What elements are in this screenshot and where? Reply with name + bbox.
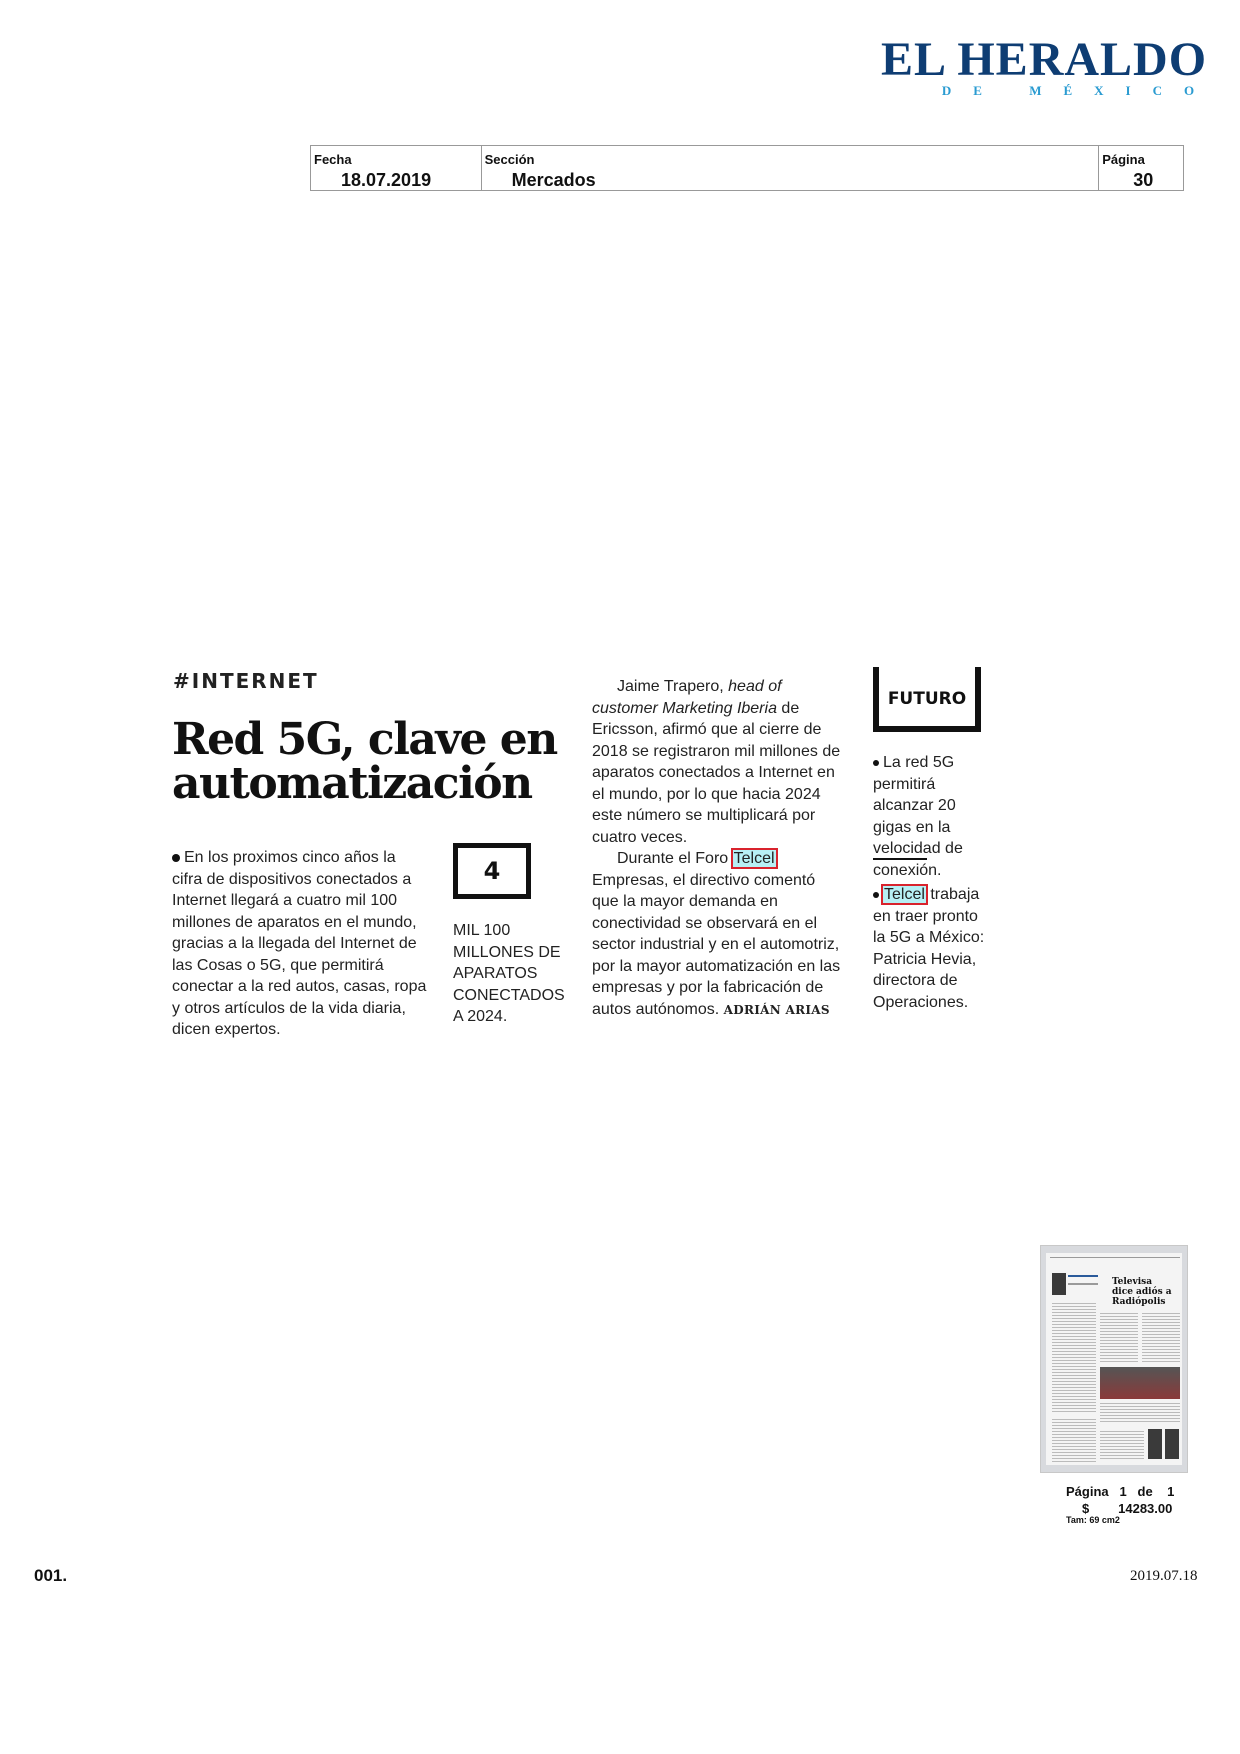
seccion-label: Sección — [484, 152, 535, 167]
fecha-label: Fecha — [314, 152, 352, 167]
metadata-table — [310, 145, 1184, 191]
sidebar-divider — [873, 858, 927, 860]
stat-number: 4 — [483, 857, 501, 885]
masthead-logo — [868, 33, 1220, 98]
masthead-name: EL HERALDO — [880, 33, 1208, 86]
p1-text-a: Jaime Trapero, — [617, 678, 729, 695]
sidebar-item-2 — [873, 884, 993, 1013]
thumbnail-text-column — [1052, 1303, 1096, 1413]
highlight-telcel: Telcel — [733, 850, 775, 867]
sidebar-title: FUTURO — [887, 689, 967, 709]
size-info: Tam: 69 cm2 — [1066, 1515, 1120, 1525]
thumbnail-text-column — [1142, 1313, 1180, 1363]
thumbnail-title: Televisa dice adiós a Radiópolis — [1112, 1277, 1172, 1307]
article-paragraph-1 — [592, 676, 842, 848]
thumbnail-photo — [1165, 1429, 1179, 1459]
thumbnail-photo — [1052, 1273, 1066, 1295]
thumbnail-rule — [1068, 1283, 1098, 1285]
page-count — [1066, 1484, 1174, 1499]
seccion-value: Mercados — [511, 170, 596, 190]
page-thumbnail[interactable] — [1040, 1245, 1188, 1473]
thumbnail-page — [1046, 1253, 1182, 1465]
bullet-icon — [873, 760, 879, 766]
page-count-de: de — [1137, 1484, 1153, 1499]
thumbnail-rule — [1068, 1275, 1098, 1277]
footer-code: 001. — [34, 1566, 68, 1585]
bullet-icon — [873, 892, 879, 898]
thumbnail-text-column — [1100, 1403, 1180, 1423]
stat-caption: MIL 100 MILLONES DE APARATOS CONECTADOS A 2024. — [453, 922, 565, 1025]
fecha-value: 18.07.2019 — [341, 170, 432, 190]
p1-text-b: de Ericsson, afirmó que al cierre de 2018 se registraron mil millones de aparatos conectados a Internet en el mundo, por lo que hacia 2024 este número se multiplicará por cuatro veces. — [592, 699, 841, 846]
highlight-telcel: Telcel — [884, 886, 925, 903]
fecha-cell — [311, 146, 482, 190]
thumbnail-text-column — [1052, 1419, 1096, 1463]
article-lead — [172, 847, 427, 1041]
price — [1082, 1501, 1172, 1516]
thumbnail-photo — [1100, 1367, 1180, 1399]
lead-text: En los proximos cinco años la cifra de dispositivos conectados a Internet llegará a cuatro mil 100 millones de aparatos en el mundo, gracias a la llegada del Internet de las Cosas o 5G, que permitirá conectar a la red autos, casas, ropa y otros artículos de la vida diaria, dicen expertos. — [172, 849, 427, 1038]
thumbnail-text-column — [1100, 1431, 1144, 1461]
seccion-cell — [482, 146, 1100, 190]
sidebar-item-1-text: La red 5G permitirá alcanzar 20 gigas en la velocidad de conexión. — [873, 754, 963, 879]
sidebar-item-1 — [873, 752, 993, 881]
article-body — [592, 676, 842, 1021]
byline: ADRIÁN ARIAS — [723, 1002, 830, 1017]
article-headline: Red 5G, clave en automatización — [172, 714, 557, 809]
sidebar-item-2-text: trabaja en traer pronto la 5G a México: Patricia Hevia, directora de Operaciones. — [873, 886, 985, 1011]
price-amount: 14283.00 — [1118, 1501, 1173, 1516]
page-count-label: Página — [1066, 1484, 1109, 1499]
sidebar-title-box — [873, 667, 981, 732]
p1-italic: head of customer Marketing Iberia — [592, 678, 782, 717]
thumbnail-rule — [1050, 1257, 1180, 1258]
page-count-current: 1 — [1119, 1484, 1127, 1499]
price-currency: $ — [1082, 1501, 1090, 1516]
page-count-total: 1 — [1167, 1484, 1175, 1499]
stat-number-box — [453, 843, 531, 899]
masthead-subtitle: DE MÉXICO — [941, 83, 1217, 98]
footer-date: 2019.07.18 — [1130, 1568, 1198, 1584]
thumbnail-text-column — [1100, 1313, 1138, 1363]
pagina-label: Página — [1102, 152, 1145, 167]
pagina-value: 30 — [1133, 170, 1154, 190]
thumbnail-photo — [1148, 1429, 1162, 1459]
p2-text-b: Empresas, el directivo comentó que la mayor demanda en conectividad se observará en el sector industrial y en el automotriz, por la mayor automatización en las empresas y por la fabricación de autos autónomos. — [592, 871, 841, 1018]
pagina-cell — [1099, 146, 1183, 190]
article-paragraph-2 — [592, 848, 842, 1021]
article-tag: #INTERNET — [173, 669, 319, 693]
p2-text-a: Durante el Foro — [617, 850, 733, 867]
bullet-icon — [172, 854, 180, 862]
